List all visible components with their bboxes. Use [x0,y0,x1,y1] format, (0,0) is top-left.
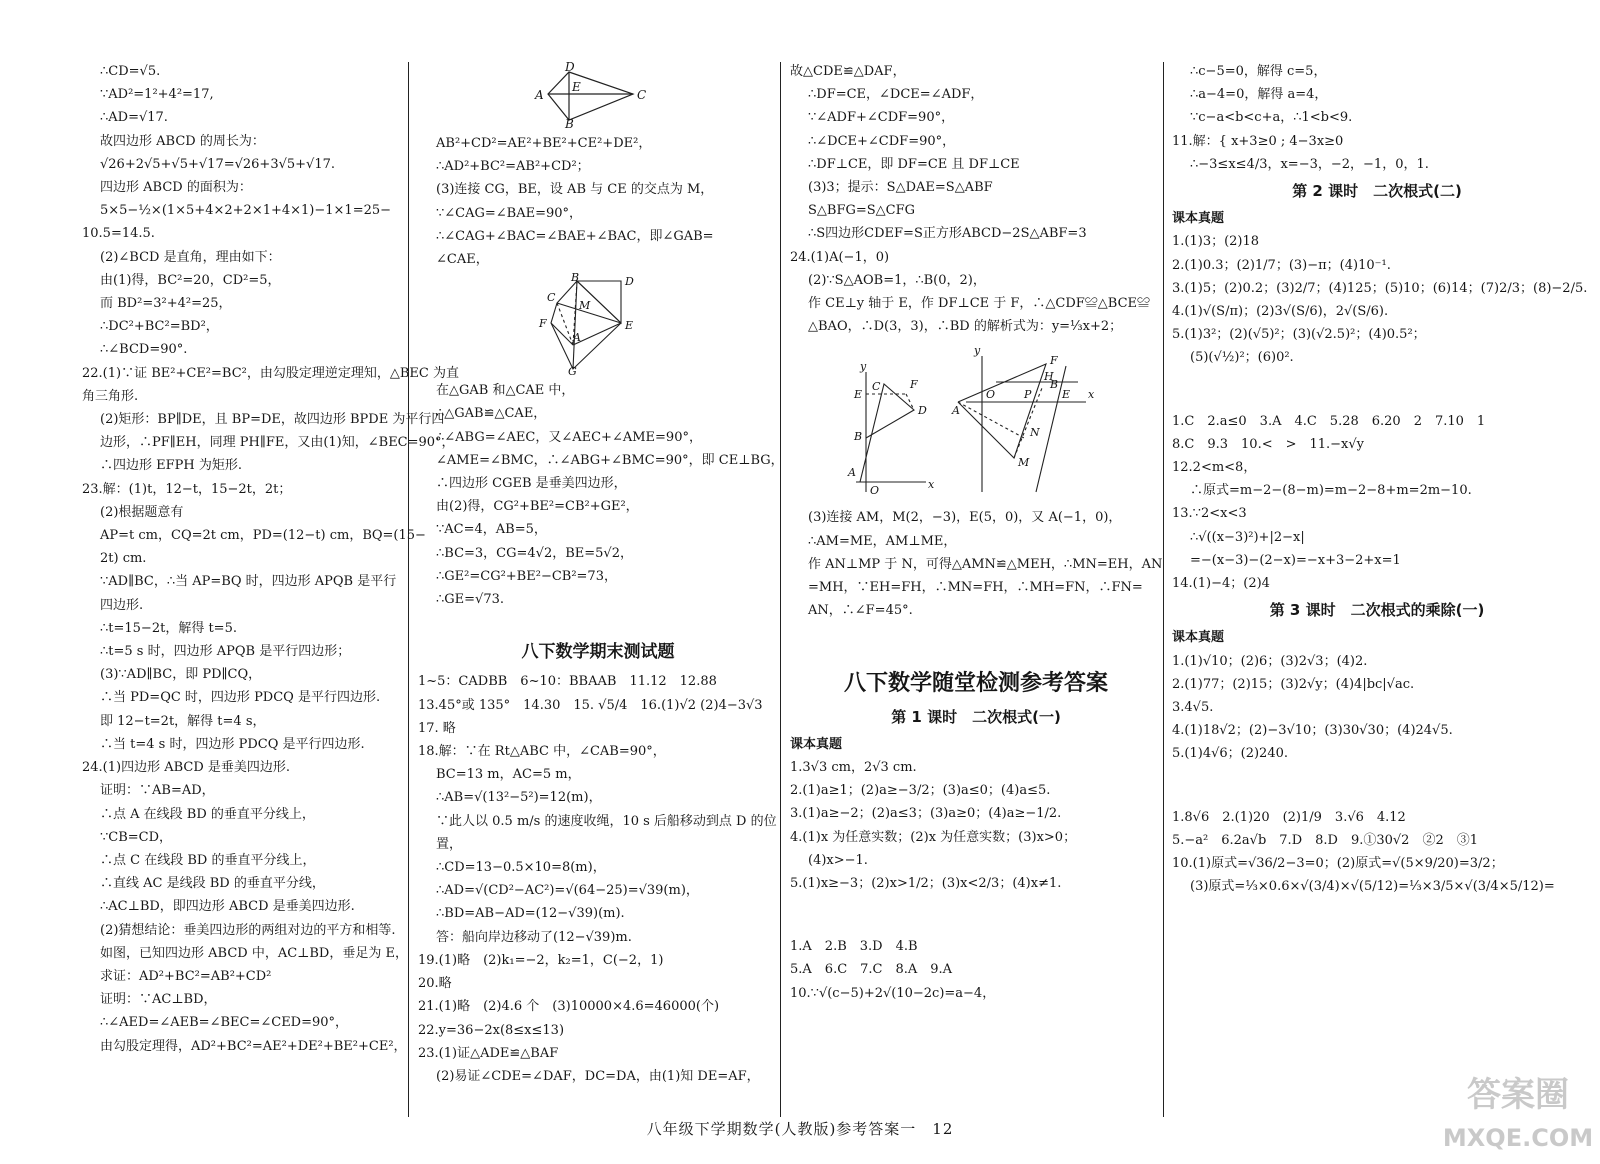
lesson-1-title: 第 1 课时 二次根式(一) [891,707,1061,726]
text-line: 作 AN⊥MP 于 N，可得△AMN≌△MEH，∴MN=EH，AN [808,556,1163,572]
text-line: 13.45°或 135° 14.30 15. √5/4 16.(1)√2 (2)4−3√3 [418,697,763,713]
fig-label: x [928,478,935,492]
text-line: ∵c−a<b<c+a，∴1<b<9. [1190,110,1353,126]
col3-lines-c [790,756,1162,895]
fig-label: F [910,378,918,392]
text-line: ∴当 PD=QC 时，四边形 PDCQ 是平行四边形. [100,690,381,706]
lesson-3-title: 第 3 课时 二次根式的乘除(一) [1269,601,1485,620]
fig-label: F [539,317,547,331]
text-line: AB²+CD²=AE²+BE²+CE²+DE²， [436,136,652,151]
text-line: ∴点 C 在线段 BD 的垂直平分线上， [100,852,316,868]
text-line: 2.(1)0.3；(2)1/7；(3)−π；(4)10⁻¹. [1172,257,1391,273]
text-line: 21.(1)略 (2)4.6 个 (3)10000×4.6=46000(个) [418,999,720,1015]
text-line: 5.(1)4√6；(2)240. [1172,746,1289,762]
text-line: ∴S四边形CDEF=S正方形ABCD−2S△ABF=3 [808,226,1087,242]
fig-label: E [625,319,634,333]
fig-label: G [568,365,577,379]
text-line: S△BFG=S△CFG [808,203,916,219]
text-line: 3.4√5. [1172,700,1214,716]
text-line: ∴∠BCD=90°. [100,342,188,358]
text-line: 1.(1)√10；(2)6；(3)2√3；(4)2. [1172,653,1368,669]
text-line: 22.(1)∵证 BE²+CE²=BC²，由勾股定理逆定理知，△BEC 为直 [82,365,459,381]
text-line: 5.A 6.C 7.C 8.A 9.A [790,962,953,978]
text-line: ∴AM=ME，AM⊥ME， [808,533,957,549]
text-line: 1.C 2.a≤0 3.A 4.C 5.28 6.20 2 7.10 1 [1172,413,1486,429]
text-line: √26+2√5+√5+√17=√26+3√5+√17. [100,156,335,172]
fig-label: B [571,271,580,285]
text-line: ∴t=5 s 时，四边形 APQB 是平行四边形； [100,644,351,660]
text-line: 5.−a² 6.2a√b 7.D 8.D 9.①30√2 ②2 ③1 [1172,832,1478,848]
text-line: 1.3√3 cm，2√3 cm. [790,760,917,776]
text-line: 4.(1)x 为任意实数；(2)x 为任意实数；(3)x>0； [790,829,1077,845]
column-3 [790,60,1162,1110]
col4-lines-b [1172,230,1588,369]
text-line: 22.y=36−2x(8≤x≤13) [418,1022,565,1038]
text-line: 证明：∵AB=AD， [100,783,215,799]
text-line: 10.(1)原式=√36/2−3=0；(2)原式=√(5×9/20)=3/2； [1172,856,1504,872]
fig-label: B [565,117,574,131]
column-divider [1163,62,1164,1117]
text-line: ∴∠ABG=∠AEC，又∠AEC+∠AME=90°， [436,429,702,445]
text-line: ∵此人以 0.5 m/s 的速度收绳，10 s 后船移动到点 D 的位 [436,813,777,829]
fig-label: A [952,404,960,418]
text-line: 11.解：{ x+3≥0 ; 4−3x≥0 [1172,133,1344,149]
text-line: 如图，已知四边形 ABCD 中，AC⊥BD，垂足为 E， [100,945,408,961]
text-line: ∴∠AED=∠AEB=∠BEC=∠CED=90°， [100,1015,349,1031]
text-line: 14.(1)−4；(2)4 [1172,576,1270,592]
text-line: 8.C 9.3 10.< > 11.−x√y [1172,436,1365,452]
text-line: ∴直线 AC 是线段 BD 的垂直平分线， [100,876,325,892]
text-line: (4)x>−1. [808,852,868,868]
fig-label: y [860,360,867,374]
lesson-2-title: 第 2 课时 二次根式(二) [1292,182,1462,201]
text-line: (3)原式=⅓×0.6×√(3/4)×√(5/12)=⅓×3/5×√(3/4×5/12)= [1190,879,1555,895]
column-divider [780,62,781,1117]
text-line: 19.(1)略 (2)k₁=−2，k₂=1，C(−2，1) [418,952,664,968]
col3-lines-b [790,506,1162,622]
watermark-url: MXQE.COM [1442,1124,1594,1152]
fig-label: F [1050,354,1058,368]
fig-label: D [625,275,634,289]
col3-lines-a [790,60,1162,338]
column-2 [418,60,784,1110]
text-line: ∵AC=4，AB=5， [436,522,547,538]
text-line: 1.8√6 2.(1)20 (2)1/9 3.√6 4.12 [1172,809,1406,825]
text-line: 四边形. [100,597,144,613]
text-line: 3.(1)a≥−2；(2)a≤3；(3)a≥0；(4)a≥−1/2. [790,806,1062,822]
col4-lines-e [1172,806,1582,899]
text-line: 在△GAB 和△CAE 中， [436,383,575,399]
text-line: ∠CAE， [436,252,489,268]
text-line: =MH，∵EH=FH，∴MN=FH，∴MH=FN，∴FN= [808,580,1143,596]
textbook-questions-label: 课本真题 [790,736,843,752]
text-line: 17. 略 [418,720,456,736]
text-line: ∵AD∥BC，∴当 AP=BQ 时，四边形 APQB 是平行 [100,574,397,590]
text-line: 2.(1)a≥1；(2)a≥−3/2；(3)a≤0；(4)a≤5. [790,783,1051,799]
text-line: 即 12−t=2t，解得 t=4 s， [100,713,266,729]
text-line: (2)矩形：BP∥DE，且 BP=DE，故四边形 BPDE 为平行四 [100,412,445,428]
text-line: (3)连接 CG，BE，设 AB 与 CE 的交点为 M， [436,182,714,198]
fig-label: A [848,466,856,480]
exam-title: 八下数学期末测试题 [521,642,675,663]
text-line: ∴四边形 CGEB 是垂美四边形， [436,476,627,492]
text-line: ∴−3≤x≤4/3，x=−3，−2，−1，0，1. [1190,156,1429,172]
square-figure [513,271,683,379]
text-line: 1.A 2.B 3.D 4.B [790,939,918,955]
text-line: ∴AD=√17. [100,110,168,126]
fig-label: B [854,430,863,444]
fig-label: A [573,331,581,345]
text-line: ∴点 A 在线段 BD 的垂直平分线上， [100,806,315,822]
text-line: 5×5−½×(1×5+4×2+2×1+4×1)−1×1=25− [100,203,392,219]
text-line: ∵∠ADF+∠CDF=90°， [808,110,955,126]
text-line: ∴∠DCE+∠CDF=90°， [808,133,956,149]
fig-label: E [572,80,581,94]
fig-label: D [565,60,575,74]
text-line: ∴∠CAG+∠BAC=∠BAE+∠BAC，即∠GAB= [436,228,714,244]
text-line: 12.2<m<8， [1172,460,1257,476]
coordinate-graphs [846,342,1106,502]
text-line: ∴√((x−3)²)+|2−x| [1190,529,1305,545]
fig-label: N [1030,426,1040,440]
text-line: 置， [436,836,463,852]
fig-label: C [872,380,881,394]
text-line: ∴DF=CE，∠DCE=∠ADF， [808,87,984,103]
text-line: (3)∵AD∥BC，即 PD∥CQ， [100,667,262,683]
fig-label: H [1044,370,1054,384]
text-line: ∴GE=√73. [436,592,504,608]
textbook-questions-label: 课本真题 [1172,211,1225,227]
text-line: AN，∴∠F=45°. [808,603,913,619]
text-line: 故四边形 ABCD 的周长为： [100,133,265,149]
text-line: ∴AB=√(13²−5²)=12(m)， [436,790,602,806]
text-line: ∴a−4=0，解得 a=4， [1190,87,1328,103]
text-line: ∴△GAB≌△CAE， [436,406,547,422]
text-line: 13.∵2<x<3 [1172,506,1247,522]
col4-lines-a [1172,60,1582,176]
text-line: 求证：AD²+BC²=AB²+CD² [100,968,272,984]
text-line: 角三角形. [82,388,139,404]
fig-label: B [1050,378,1059,392]
col2-lines-a [418,132,778,271]
text-line: 由(2)得，CG²+BE²=CB²+GE²， [436,499,639,515]
text-line: 作 CE⊥y 轴于 E，作 DF⊥CE 于 F，∴△CDF≌△BCE≌ [808,296,1151,312]
text-line: (5)(√½)²；(6)0². [1190,350,1294,366]
text-line: ∴DC²+BC²=BD²， [100,319,219,335]
fig-label: D [918,404,927,418]
text-line: (3)3；提示：S△DAE=S△ABF [808,180,993,196]
textbook-questions-label: 课本真题 [1172,630,1225,646]
text-line: ∴BD=AB−AD=(12−√39)(m). [436,906,625,922]
fig-label: O [870,484,880,498]
text-line: 证明：∵AC⊥BD， [100,992,217,1008]
text-line: ∴GE²=CG²+BE²−CB²=73， [436,568,617,584]
page-footer: 八年级下学期数学(人教版)参考答案一 12 [646,1120,954,1138]
fig-label: O [986,388,996,402]
text-line: (2)根据题意有 [100,504,184,520]
text-line: (2)∠BCD 是直角，理由如下： [100,249,281,265]
text-line: ∵CB=CD， [100,829,173,845]
text-line: 18.解：∵在 Rt△ABC 中，∠CAB=90°， [418,744,666,760]
text-line: 4.(1)√(S/π)；(2)3√(S/6)，2√(S/6). [1172,304,1389,320]
text-line: 24.(1)A(−1，0) [790,249,890,265]
col2-lines-b [418,379,784,611]
text-line: 边形，∴PF∥EH，同理 PH∥FE，又由(1)知，∠BEC=90°， [100,435,455,451]
fig-label: P [1024,388,1032,402]
text-line: 由(1)得，BC²=20，CD²=5， [100,272,281,288]
text-line: 5.(1)x≥−3；(2)x>1/2；(3)x<2/3；(4)x≠1. [790,876,1062,892]
fig-label: M [579,299,591,313]
text-line: ∴AC⊥BD，即四边形 ABCD 是垂美四边形. [100,899,355,915]
col3-lines-d [790,935,1162,1005]
text-line: 故△CDE≌△DAF， [790,64,906,79]
exam-lines [418,670,778,1088]
text-line: 而 BD²=3²+4²=25， [100,296,232,312]
fig-label: E [854,388,863,402]
text-line: 1.(1)3；(2)18 [1172,234,1260,250]
text-line: △BAO，∴D(3，3)，∴BD 的解析式为：y=⅓x+2； [808,319,1123,335]
fig-label: A [535,88,544,102]
text-line: ∴AD²+BC²=AB²+CD²； [436,159,590,175]
fig-label: C [547,291,556,305]
text-line: ∴c−5=0，解得 c=5， [1190,64,1327,79]
text-line: 3.(1)5；(2)0.2；(3)2/7；(4)125；(5)10；(6)14；(7)2/3；(8)−2/5. [1172,280,1588,296]
kite-figure [523,60,673,131]
quiz-answers-title: 八下数学随堂检测参考答案 [843,671,1108,697]
text-line: 23.解：(1)t，12−t，15−2t，2t； [82,481,292,497]
text-line: ∴t=15−2t，解得 t=5. [100,620,237,636]
fig-label: E [1062,388,1071,402]
fig-label: y [974,344,981,358]
text-line: BC=13 m，AC=5 m， [436,767,581,783]
text-line: ∴四边形 EFPH 为矩形. [100,458,242,474]
text-line: 24.(1)四边形 ABCD 是垂美四边形. [82,760,291,776]
text-line: AP=t cm，CQ=2t cm，PD=(12−t) cm，BQ=(15− [100,528,426,544]
text-line: 答：船向岸边移动了(12−√39)m. [436,929,632,945]
text-line: 20.略 [418,976,452,992]
text-line: ∵AD²=1²+4²=17, [100,87,214,103]
col4-lines-d [1172,650,1582,766]
watermark-logo [1442,1064,1594,1154]
text-line: ∴CD=13−0.5×10=8(m)， [436,860,606,876]
text-line: ∴原式=m−2−(8−m)=m−2−8+m=2m−10. [1190,483,1472,499]
text-line: 2.(1)77；(2)15；(3)2√y；(4)4|bc|√ac. [1172,676,1415,692]
text-line: (2)易证∠CDE=∠DAF，DC=DA，由(1)知 DE=AF， [436,1068,760,1084]
text-line: 10.∵√(c−5)+2√(10−2c)=a−4， [790,985,996,1001]
watermark-text: 答案圈 [1467,1075,1569,1115]
text-line: 5.(1)3²；(2)(√5)²；(3)(√2.5)²；(4)0.5²； [1172,327,1426,343]
text-line: ∵∠CAG=∠BAE=90°， [436,205,583,221]
text-line: (3)连接 AM，M(2，−3)，E(5，0)，又 A(−1，0)， [808,510,1122,526]
text-line: 2t) cm. [100,551,147,567]
text-line: ∴当 t=4 s 时，四边形 PDCQ 是平行四边形. [100,736,365,752]
text-line: 四边形 ABCD 的面积为： [100,180,252,196]
text-line: 10.5=14.5. [82,226,155,242]
text-line: 由勾股定理得，AD²+BC²=AE²+DE²+BE²+CE²， [100,1038,407,1054]
text-line: 4.(1)18√2；(2)−3√10；(3)30√30；(4)24√5. [1172,723,1453,739]
text-line: ∴DF⊥CE，即 DF=CE 且 DF⊥CE [808,156,1020,172]
fig-label: x [1088,388,1095,402]
text-line: (2)∵S△AOB=1，∴B(0，2)， [808,272,986,288]
text-line: ∠AME=∠BMC，∴∠ABG+∠BMC=90°，即 CE⊥BG， [436,452,784,468]
text-line: (2)猜想结论：垂美四边形的两组对边的平方和相等. [100,922,396,938]
text-line: ∴AD=√(CD²−AC²)=√(64−25)=√39(m)， [436,883,699,899]
column-4 [1172,60,1588,1110]
text-line: ∴BC=3，CG=4√2，BE=5√2， [436,545,633,561]
text-line: 1~5：CADBB 6~10：BBAAB 11.12 12.88 [418,674,717,690]
fig-label: C [637,88,647,102]
fig-label: M [1018,456,1030,470]
col4-lines-c [1172,410,1582,596]
text-line: ∴CD=√5. [100,64,161,79]
text-line: 23.(1)证△ADE≌△BAF [418,1045,559,1061]
text-line: =−(x−3)−(2−x)=−x+3−2+x=1 [1190,552,1401,568]
